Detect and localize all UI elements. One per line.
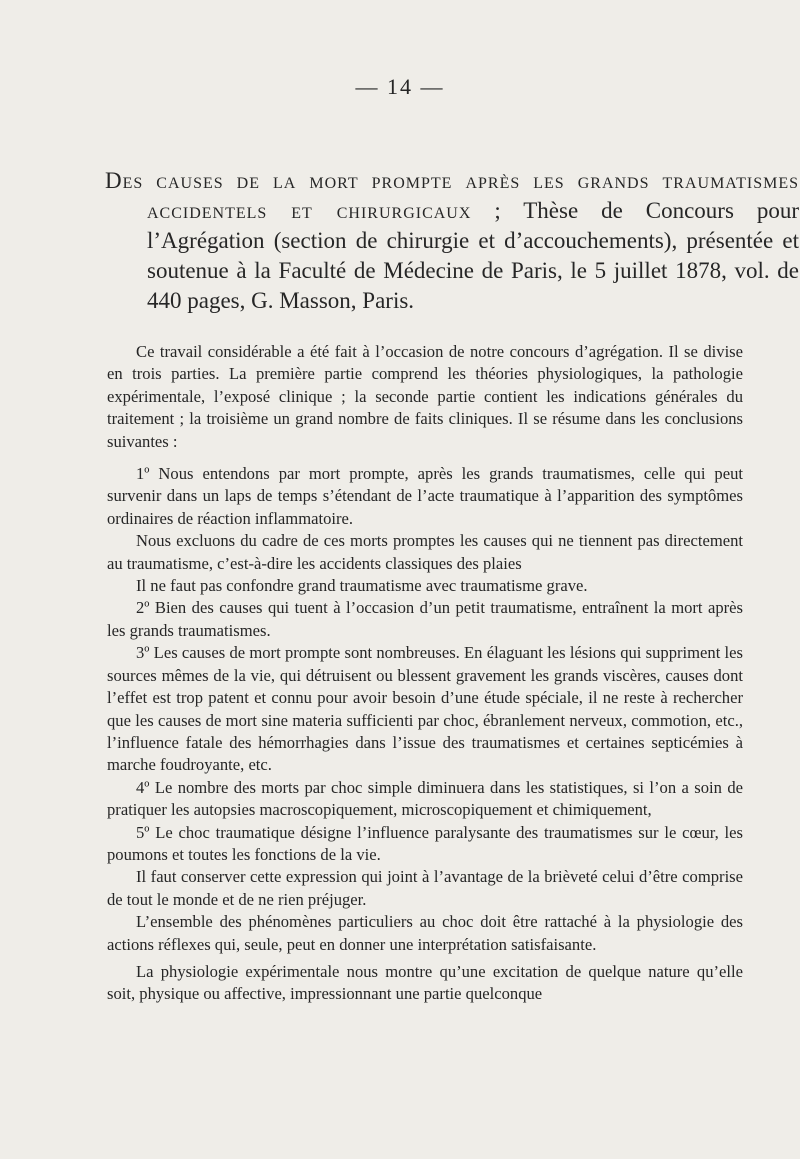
paragraph: Il faut conserver cette expression qui joint à l’avantage de la brièveté celui d’être comprise de tout le monde et de ne rien préjuger. [107,867,743,909]
reference-details: ; Thèse de Concours pour l’Agrégation (section de chirurgie et d’accouchements), présentée et soutenue à la Faculté de Médecine de Paris, le 5 juillet 1878, vol. de 440 pages, G. Masson, Paris. [147,198,800,313]
paragraph: 5º Le choc traumatique désigne l’influence paralysante des traumatismes sur le cœur, les poumons et toutes les fonctions de la vie. [107,822,743,864]
paragraph: L’ensemble des phénomènes particuliers au choc doit être rattaché à la physiologie des actions réflexes qui, seule, peut en donner une interprétation satisfaisante. [107,912,743,954]
bibliographic-reference [105,166,799,316]
page-number: — 14 — [355,74,445,99]
paragraph: 4º Le nombre des morts par choc simple diminuera dans les statistiques, si l’on a soin de pratiquer les autopsies macroscopiquement, microscopiquement et chimiquement, [107,777,743,820]
paragraph: Nous excluons du cadre de ces morts promptes les causes qui ne tiennent pas directement au traumatisme, c’est-à-dire les accidents classiques des plaies [107,531,743,573]
paragraph: 3º Les causes de mort prompte sont nombreuses. En élaguant les lésions qui suppriment les sources mêmes de la vie, qui détruisent ou blessent gravement les grands viscères, causes dont l’effet est trop patent et connu pour avoir besoin d’une étude spéciale, il ne reste à rechercher que les causes de mort sine materia sufficienti par choc, ébranlement nerveux, commotion, etc., l’influence fatale des hémorrhagies dans l’issue des traumatismes et certaines septicémies à marche foudroyante, etc. [107,643,743,775]
paragraph: La physiologie expérimentale nous montre qu’une excitation de quelque nature qu’elle soit, physique ou affective, impressionnant une partie quelconque [107,961,743,1004]
paragraph: Ce travail considérable a été fait à l’occasion de notre concours d’agrégation. Il se divise en trois parties. La première partie comprend les théories physiologiques, la pathologie expérimentale, l’exposé clinique ; la seconde partie contient les indications générales du traitement ; la troisième un grand nombre de faits cliniques. Il se résume dans les conclusions suivantes : [107,342,743,451]
body-text [107,341,743,1006]
paragraph: 2º Bien des causes qui tuent à l’occasion d’un petit traumatisme, entraînent la mort après les grands traumatismes. [107,598,743,640]
paragraph: Il ne faut pas confondre grand traumatisme avec traumatisme grave. [136,576,588,596]
paragraph: 1º Nous entendons par mort prompte, après les grands traumatismes, celle qui peut survenir dans un laps de temps s’étendant de l’acte traumatique à l’apparition des symptômes ordinaires de réaction inflammatoire. [107,464,743,528]
reference-title: Des causes de la mort prompte après les grands traumatismes accidentels et chirurgicaux [105,168,799,223]
